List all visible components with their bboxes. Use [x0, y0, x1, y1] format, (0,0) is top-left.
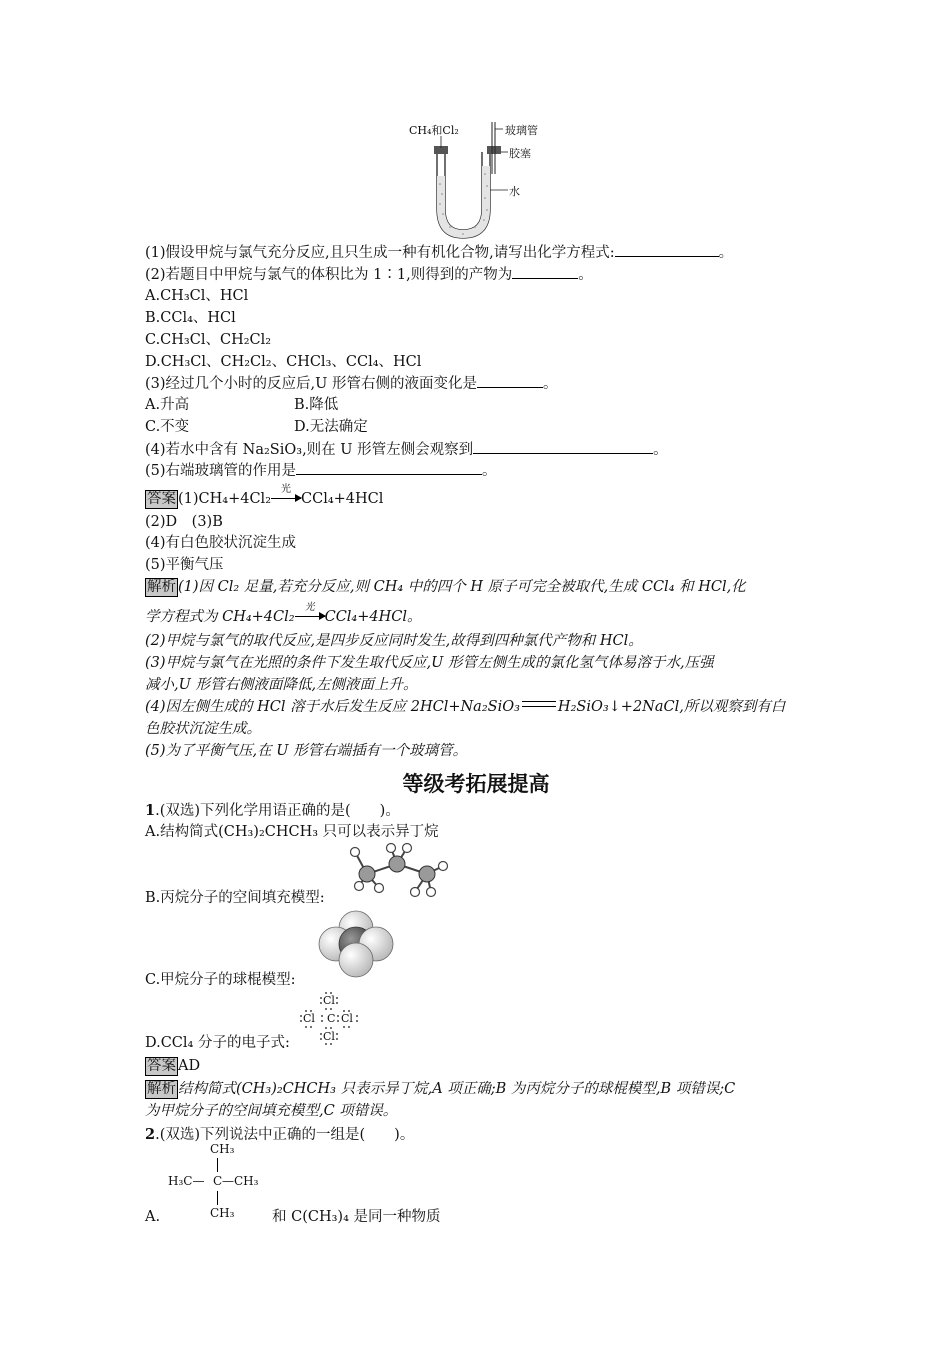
question-3-text: (3)经过几个小时的反应后,U 形管右侧的液面变化是: [145, 376, 477, 392]
propane-ball-stick-icon: [345, 842, 455, 900]
problem-1-stem: [145, 801, 400, 821]
atom-cl-left: Cl: [303, 1012, 315, 1025]
question-2-text: (2)若题目中甲烷与氯气的体积比为 1∶1,则得到的产物为: [145, 267, 513, 283]
struct-bond-bottom: [217, 1191, 218, 1205]
q3-option-a: A.升高: [145, 397, 190, 413]
explain-1-line-7: 色胶状沉淀生成。: [145, 721, 261, 737]
struct-center: C: [213, 1174, 223, 1188]
q3-option-d: D.无法确定: [294, 419, 368, 435]
problem-stem-text: .(双选)下列说法中正确的一组是( )。: [155, 1127, 415, 1143]
p2-option-a-text: 和 C(CH₃)₄ 是同一种物质: [272, 1209, 441, 1225]
arrow-condition: 光: [304, 602, 315, 613]
equation-right: CCl₄+4HCl。: [324, 609, 422, 625]
question-3: [145, 373, 557, 394]
atom-cl-bottom: Cl: [323, 1030, 335, 1043]
q3-option-b: B.降低: [294, 397, 339, 413]
u-tube-diagram: [405, 114, 565, 244]
electron-dot-formula: [300, 990, 362, 1046]
answer-1-line-3: (4)有白色胶状沉淀生成: [145, 535, 297, 551]
atom-cl-top: Cl: [323, 994, 335, 1007]
answer-blank-3[interactable]: [477, 373, 543, 388]
q2-option-a: A.CH₃Cl、HCl: [145, 288, 249, 304]
period: 。: [653, 442, 668, 458]
explain-1-line-3: (2)甲烷与氯气的取代反应,是四步反应同时发生,故得到四种氯代产物和 HCl。: [145, 633, 643, 649]
struct-right: —CH₃: [222, 1174, 259, 1188]
question-1: [145, 242, 733, 263]
question-4: [145, 439, 668, 460]
equation-right: CCl₄+4HCl: [301, 491, 384, 507]
p1-option-d: D.CCl₄ 分子的电子式:: [145, 1035, 290, 1051]
question-4-text: (4)若水中含有 Na₂SiO₃,则在 U 形管左侧会观察到: [145, 442, 474, 458]
q3-option-c: C.不变: [145, 419, 190, 435]
atom-cl-right: Cl: [341, 1012, 353, 1025]
label-gas: CH₄和Cl₂: [409, 124, 459, 137]
equation-left: 学方程式为 CH₄+4Cl₂: [145, 609, 295, 625]
period: 。: [542, 376, 558, 392]
period: 。: [482, 463, 497, 479]
period: 。: [578, 267, 593, 283]
struct-bottom: CH₃: [210, 1206, 235, 1220]
p2-option-a-label: A.: [145, 1209, 161, 1225]
problem-1-explain-2: 为甲烷分子的空间填充模型,C 项错误。: [145, 1103, 398, 1119]
explain-1-line-8: (5)为了平衡气压,在 U 形管右端插有一个玻璃管。: [145, 743, 468, 759]
answer-blank-5[interactable]: [296, 460, 482, 475]
equation-left: (1)CH₄+4Cl₂: [178, 491, 272, 507]
section-title: 等级考拓展提高: [402, 771, 550, 796]
equation-right: H₂SiO₃↓+2NaCl,所以观察到有白: [557, 699, 786, 715]
methane-space-filling-icon: [316, 908, 396, 980]
answer-1-line-2: (2)D (3)B: [145, 514, 223, 530]
question-5-text: (5)右端玻璃管的作用是: [145, 463, 297, 479]
answer-tag: 答案: [147, 1058, 176, 1074]
question-5: [145, 460, 497, 481]
explain-text: 结构简式(CH₃)₂CHCH₃ 只表示异丁烷,A 项正确;B 为丙烷分子的球棍模型,B 项错误;C: [178, 1081, 736, 1097]
struct-left: H₃C—: [168, 1174, 205, 1188]
q2-option-b: B.CCl₄、HCl: [145, 310, 236, 326]
explain-1-line-5: 减小,U 形管右侧液面降低,左侧液面上升。: [145, 677, 418, 693]
explain-tag: 解析: [147, 579, 176, 595]
struct-bond-top: [217, 1158, 218, 1172]
answer-blank-4[interactable]: [473, 439, 653, 454]
answer-tag: 答案: [147, 491, 176, 507]
reaction-arrow-icon: [295, 602, 325, 622]
answer-blank-1[interactable]: [615, 242, 719, 257]
explain-1-line-4: (3)甲烷与氯气在光照的条件下发生取代反应,U 形管左侧生成的氯化氢气体易溶于水,压强: [145, 655, 714, 671]
arrow-condition: 光: [281, 484, 292, 495]
reaction-arrow-icon: [271, 484, 301, 504]
q2-option-c: C.CH₃Cl、CH₂Cl₂: [145, 332, 272, 348]
problem-stem-text: .(双选)下列化学用语正确的是( )。: [155, 803, 400, 819]
struct-top: CH₃: [210, 1142, 235, 1156]
explain-1-line-6: [145, 697, 785, 717]
equals-sign-icon: [522, 701, 556, 707]
answer-text: AD: [178, 1058, 201, 1074]
answer-blank-2[interactable]: [512, 264, 578, 279]
atom-c: C: [327, 1012, 336, 1025]
answer-1-line-1: [145, 484, 384, 509]
p1-option-b: B.丙烷分子的空间填充模型:: [145, 890, 325, 906]
equation-left: (4)因左侧生成的 HCl 溶于水后发生反应 2HCl+Na₂SiO₃: [145, 699, 520, 715]
p1-option-c: C.甲烷分子的球棍模型:: [145, 972, 296, 988]
label-stopper: 胶塞: [509, 147, 531, 160]
explain-1-line-2: [145, 602, 422, 627]
answer-1-line-4: (5)平衡气压: [145, 557, 224, 573]
problem-number: 1: [145, 802, 156, 819]
neopentane-structure: [166, 1142, 276, 1224]
ball-stick-model: [345, 842, 455, 904]
problem-number: 2: [145, 1126, 156, 1143]
question-1-text: (1)假设甲烷与氯气充分反应,且只生成一种有机化合物,请写出化学方程式:: [145, 245, 615, 261]
p1-option-a: A.结构简式(CH₃)₂CHCH₃ 只可以表示异丁烷: [145, 824, 439, 840]
period: 。: [718, 245, 734, 261]
q2-option-d: D.CH₃Cl、CH₂Cl₂、CHCl₃、CCl₄、HCl: [145, 354, 422, 370]
electron-dots-icon: [300, 990, 362, 1046]
explain-1-line-1: [145, 577, 746, 597]
problem-1-explain-1: [145, 1079, 735, 1099]
label-water: 水: [509, 185, 520, 198]
problem-1-answer: [145, 1056, 200, 1076]
space-filling-model: [316, 908, 396, 984]
label-tube: 玻璃管: [505, 124, 538, 137]
explain-text: (1)因 Cl₂ 足量,若充分反应,则 CH₄ 中的四个 H 原子可完全被取代,生成 CCl₄ 和 HCl,化: [178, 579, 746, 595]
explain-tag: 解析: [147, 1081, 176, 1097]
question-2: [145, 264, 593, 285]
